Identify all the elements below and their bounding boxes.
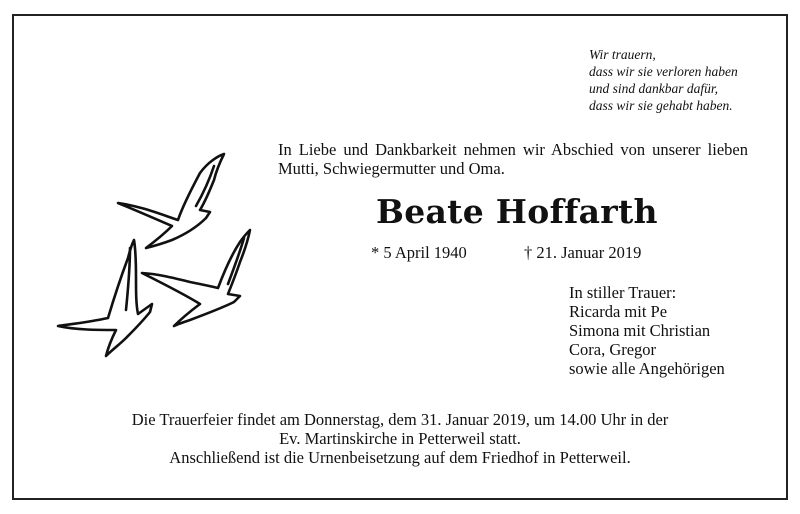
mourners-heading: In stiller Trauer: [569, 283, 677, 302]
mourner-name: Simona mit Christian [569, 321, 711, 340]
three-doves-icon [50, 148, 265, 368]
poem [589, 46, 779, 114]
mourner-name: Cora, Gregor [569, 340, 657, 359]
poem-line: dass wir sie gehabt haben. [589, 98, 733, 113]
deceased-name: Beate Hoffarth [376, 192, 658, 231]
poem-line: Wir trauern, [589, 47, 656, 62]
mourners-list [569, 283, 725, 378]
death-date: † 21. Januar 2019 [524, 243, 642, 262]
mourner-name: sowie alle Angehörigen [569, 359, 725, 378]
ceremony-line: Anschließend ist die Urnenbeisetzung auf dem Friedhof in Petterweil. [169, 448, 631, 467]
intro-text: In Liebe und Dankbarkeit nehmen wir Abschied von unserer lieben Mutti, Schwiegermutter und Oma. [278, 140, 748, 178]
poem-line: und sind dankbar dafür, [589, 81, 719, 96]
ceremony-line: Die Trauerfeier findet am Donnerstag, dem 31. Januar 2019, um 14.00 Uhr in der [131, 410, 669, 429]
dove-icon [118, 154, 224, 248]
ceremony-line: Ev. Martinskirche in Petterweil statt. [279, 429, 521, 448]
mourner-name: Ricarda mit Pe [569, 302, 668, 321]
birth-date: * 5 April 1940 [371, 243, 467, 262]
dove-icon [58, 240, 152, 356]
ceremony-info [40, 410, 760, 467]
poem-line: dass wir sie verloren haben [589, 64, 738, 79]
